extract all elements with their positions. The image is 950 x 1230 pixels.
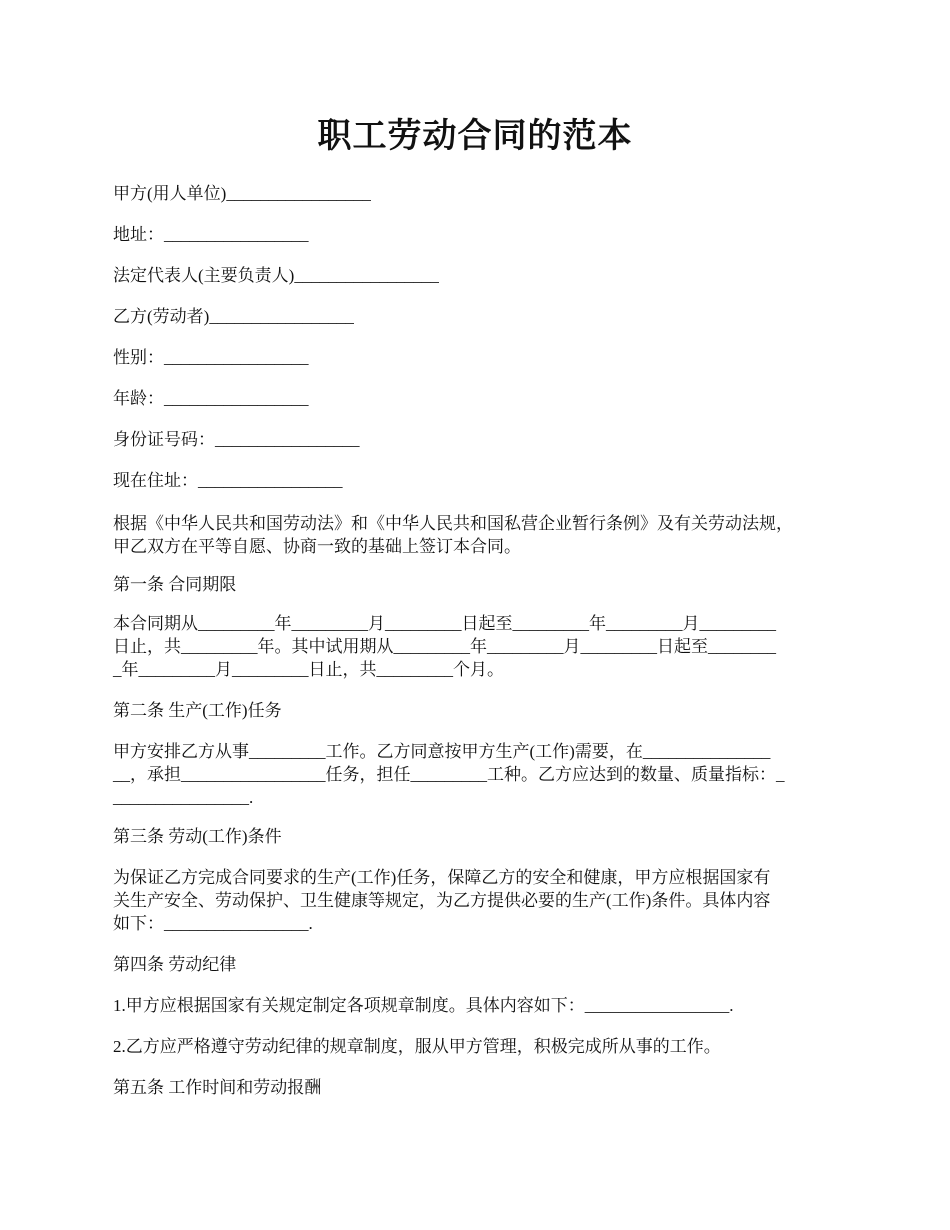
article3-line: 为保证乙方完成合同要求的生产(工作)任务，保障乙方的安全和健康，甲方应根据国家有 xyxy=(113,868,771,887)
field-legal-representative: 法定代表人(主要负责人)_________________ xyxy=(113,266,439,285)
article4-item-2: 2.乙方应严格遵守劳动纪律的规章制度，服从甲方管理，积极完成所从事的工作。 xyxy=(113,1037,721,1056)
article3-line: 如下：_________________. xyxy=(113,914,313,933)
article3-paragraph xyxy=(113,866,843,935)
article4-heading: 第四条 劳动纪律 xyxy=(113,955,237,974)
article3-line: 关生产安全、劳动保护、卫生健康等规定，为乙方提供必要的生产(工作)条件。具体内容 xyxy=(113,891,771,910)
article2-paragraph xyxy=(113,740,843,809)
field-id-number: 身份证号码：_________________ xyxy=(113,430,360,449)
field-employee: 乙方(劳动者)_________________ xyxy=(113,307,354,326)
article5-heading: 第五条 工作时间和劳动报酬 xyxy=(113,1078,322,1097)
article1-heading: 第一条 合同期限 xyxy=(113,575,237,594)
field-gender: 性别：_________________ xyxy=(113,348,309,367)
field-employer: 甲方(用人单位)_________________ xyxy=(113,184,371,203)
article2-heading: 第二条 生产(工作)任务 xyxy=(113,701,282,720)
article2-line: ________________. xyxy=(113,788,254,807)
field-current-address: 现在住址：_________________ xyxy=(113,471,343,490)
preamble-line: 根据《中华人民共和国劳动法》和《中华人民共和国私营企业暂行条例》及有关劳动法规， xyxy=(113,514,793,533)
article1-line: _年_________月_________日止，共_________个月。 xyxy=(113,660,504,679)
article3-heading: 第三条 劳动(工作)条件 xyxy=(113,827,282,846)
article2-line: __，承担_________________任务，担任_________工种。乙方应达到的数量、质量指标：_ xyxy=(113,765,785,784)
article2-line: 甲方安排乙方从事_________工作。乙方同意按甲方生产(工作)需要，在_______________ xyxy=(113,742,771,761)
document-title: 职工劳动合同的范本 xyxy=(317,118,633,155)
field-address: 地址：_________________ xyxy=(113,225,309,244)
field-age: 年龄：_________________ xyxy=(113,389,309,408)
article4-item-1: 1.甲方应根据国家有关规定制定各项规章制度。具体内容如下：_________________. xyxy=(113,996,734,1015)
article1-paragraph xyxy=(113,612,843,681)
article1-line: 本合同期从_________年_________月_________日起至_________年_________月_________ xyxy=(113,614,776,633)
preamble-paragraph xyxy=(113,512,843,558)
article1-line: 日止，共_________年。其中试用期从_________年_________月_________日起至________ xyxy=(113,637,776,656)
preamble-line: 甲乙双方在平等自愿、协商一致的基础上签订本合同。 xyxy=(113,537,521,556)
